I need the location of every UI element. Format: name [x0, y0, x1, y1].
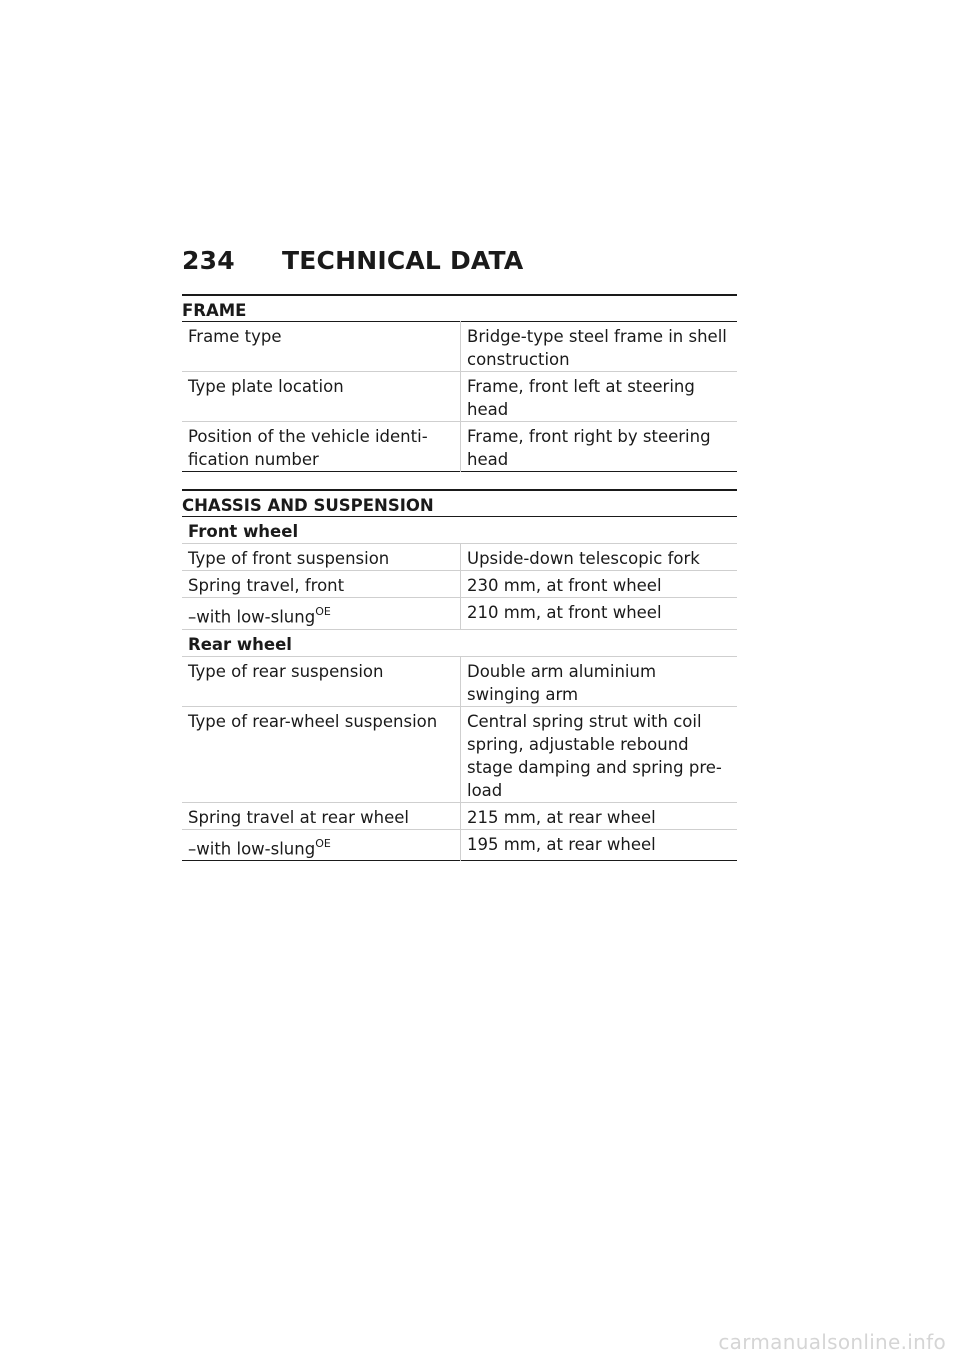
- row-label: Frame type: [182, 322, 461, 372]
- row-label: Type of front suspension: [182, 544, 461, 571]
- section-title-chassis: CHASSIS AND SUSPENSION: [182, 489, 737, 516]
- row-value: 195 mm, at rear wheel: [467, 834, 656, 854]
- front-wheel-heading: Front wheel: [188, 522, 299, 541]
- oe-superscript: OE: [315, 836, 331, 850]
- table-row: [182, 571, 737, 598]
- row-value: Double arm aluminium swinging arm: [467, 661, 657, 704]
- rear-wheel-heading: Rear wheel: [188, 634, 292, 654]
- row-value: Bridge-type steel frame in shell construction: [467, 327, 727, 369]
- watermark: carmanualsonline.info: [718, 1330, 946, 1354]
- row-label: –with low-slung: [188, 607, 316, 627]
- row-label: Spring travel at rear wheel: [182, 802, 461, 829]
- section-title-frame: FRAME: [182, 294, 737, 321]
- page-number: 234: [182, 246, 235, 275]
- row-value: Upside-down telescopic fork: [467, 549, 700, 568]
- row-value: Frame, front left at steering head: [467, 377, 695, 419]
- row-label-cell: [182, 829, 461, 861]
- table-row: [182, 656, 737, 706]
- table-row: [182, 372, 737, 422]
- row-value: 230 mm, at front wheel: [467, 576, 662, 595]
- row-label: Spring travel, front: [182, 571, 461, 598]
- subheading-row: [182, 629, 737, 656]
- row-value: Central spring strut with coil spring, adjustable rebound stage damping and spring pre-load: [467, 711, 722, 800]
- row-label-cell: [182, 598, 461, 630]
- section-gap: [182, 472, 737, 489]
- row-label: Type plate location: [182, 372, 461, 422]
- row-value: 210 mm, at front wheel: [467, 603, 662, 622]
- row-label: Position of the vehicle identi-fication number: [182, 422, 461, 472]
- page-header: [182, 246, 523, 275]
- table-row: [182, 706, 737, 802]
- page-title: TECHNICAL DATA: [282, 246, 524, 275]
- table-row: [182, 598, 737, 630]
- row-label: –with low-slung: [188, 839, 316, 858]
- table-row: [182, 544, 737, 571]
- table-row: [182, 422, 737, 472]
- table-row: [182, 322, 737, 372]
- row-label: Type of rear-wheel suspension: [182, 706, 461, 802]
- row-value: 215 mm, at rear wheel: [467, 807, 656, 827]
- frame-table: [182, 321, 737, 472]
- table-row: [182, 802, 737, 829]
- oe-superscript: OE: [315, 605, 331, 618]
- row-label: Type of rear suspension: [182, 656, 461, 706]
- subheading-row: [182, 517, 737, 544]
- table-row: [182, 829, 737, 861]
- chassis-table: [182, 516, 737, 861]
- technical-data-content: [182, 294, 737, 861]
- row-value: Frame, front right by steering head: [467, 427, 711, 469]
